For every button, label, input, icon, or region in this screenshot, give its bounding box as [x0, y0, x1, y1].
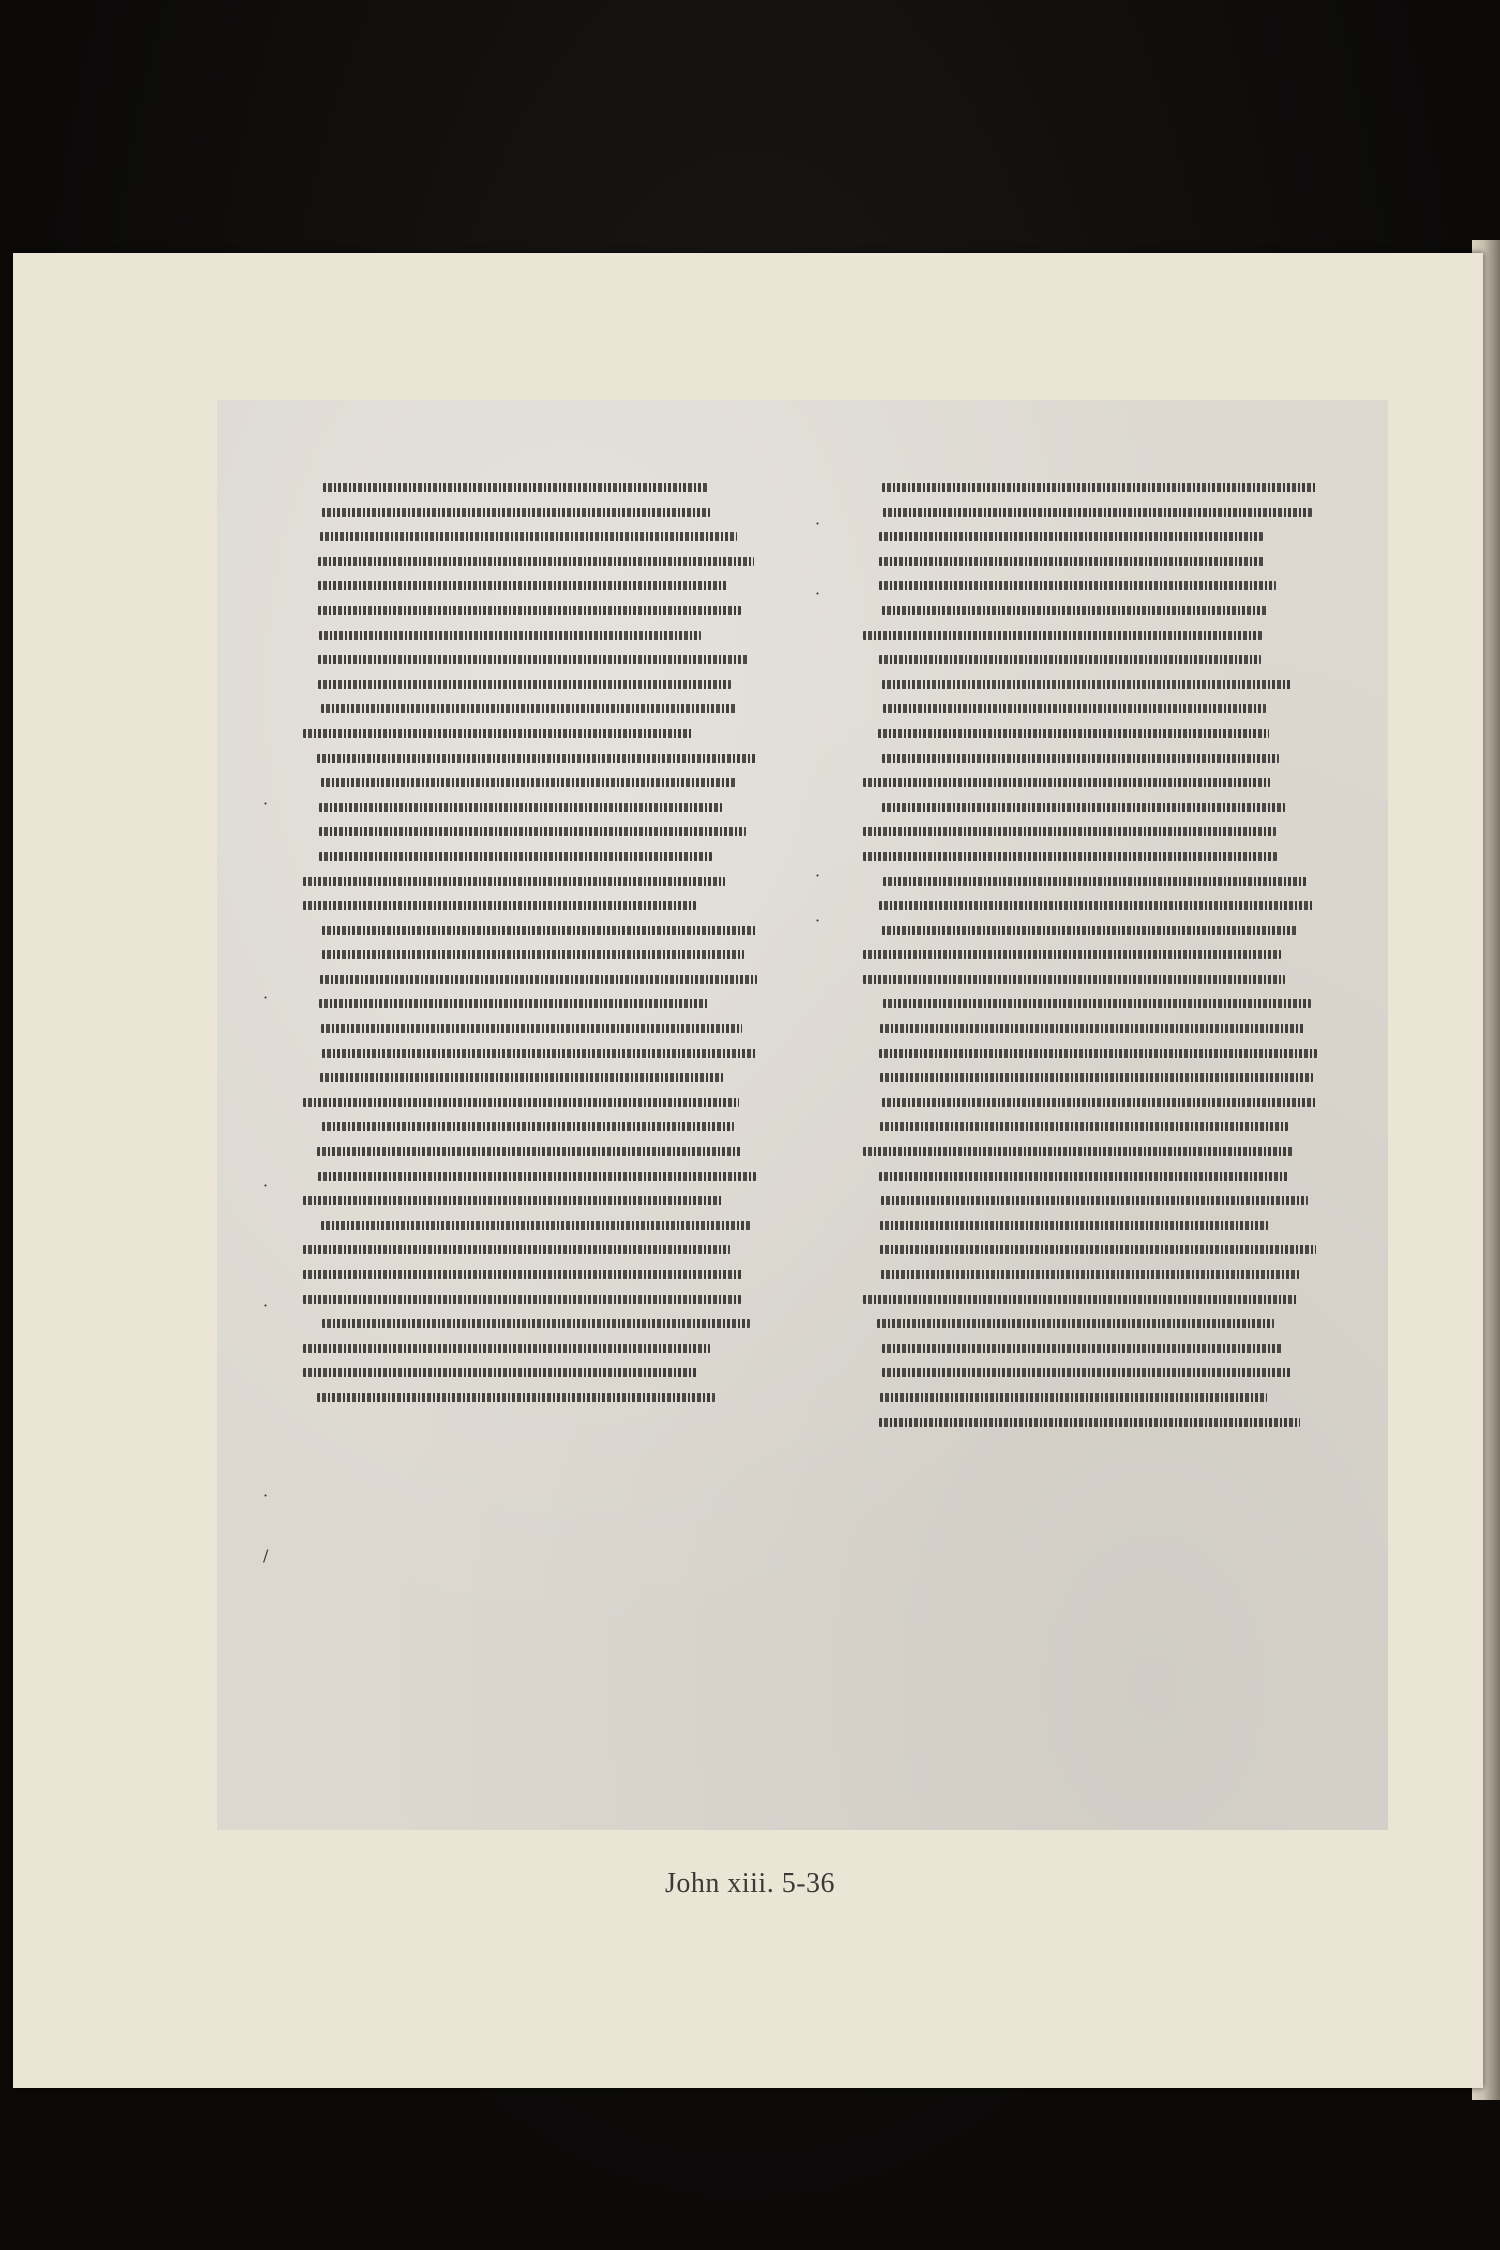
marginal-note-icon: ·	[815, 514, 821, 533]
manuscript-line	[317, 483, 757, 503]
marginal-note-icon: ·	[263, 1176, 269, 1195]
manuscript-line	[877, 655, 1317, 675]
handwritten-text	[319, 631, 701, 640]
marginal-note-icon: ·	[815, 911, 821, 930]
manuscript-line	[877, 999, 1317, 1019]
manuscript-line	[877, 606, 1317, 626]
manuscript-line	[877, 1024, 1317, 1044]
manuscript-line	[317, 1172, 757, 1192]
handwritten-text	[863, 852, 1277, 861]
handwritten-text	[322, 1122, 734, 1131]
handwritten-text	[863, 975, 1285, 984]
manuscript-line	[877, 1270, 1317, 1290]
handwritten-text	[317, 754, 757, 763]
handwritten-text	[303, 1245, 730, 1254]
handwritten-text	[882, 803, 1285, 812]
manuscript-line	[877, 680, 1317, 700]
handwritten-text	[882, 483, 1317, 492]
manuscript-line	[877, 1147, 1317, 1167]
manuscript-line	[317, 877, 757, 897]
handwritten-text	[318, 680, 731, 689]
handwritten-text	[881, 1196, 1308, 1205]
manuscript-line	[877, 1098, 1317, 1118]
manuscript-line	[877, 532, 1317, 552]
manuscript-line	[317, 852, 757, 872]
handwritten-text	[863, 1147, 1294, 1156]
manuscript-line	[877, 581, 1317, 601]
handwritten-text	[879, 557, 1264, 566]
handwritten-text	[879, 901, 1314, 910]
handwritten-text	[322, 1319, 750, 1328]
handwritten-text	[882, 680, 1291, 689]
marginal-note-icon: ·	[263, 1296, 269, 1315]
manuscript-line	[877, 1073, 1317, 1093]
handwritten-text	[319, 999, 709, 1008]
handwritten-text	[321, 704, 737, 713]
manuscript-line	[877, 1245, 1317, 1265]
handwritten-text	[880, 1122, 1288, 1131]
handwritten-text	[318, 1172, 756, 1181]
manuscript-line	[317, 680, 757, 700]
handwritten-text	[880, 1073, 1313, 1082]
handwritten-text	[317, 1393, 715, 1402]
manuscript-line	[877, 950, 1317, 970]
manuscript-line	[877, 1319, 1317, 1339]
handwritten-text	[879, 532, 1263, 541]
marginal-note-icon: ·	[263, 988, 269, 1007]
manuscript-line	[877, 827, 1317, 847]
handwritten-text	[319, 803, 722, 812]
manuscript-line	[877, 1418, 1317, 1438]
manuscript-line	[317, 508, 757, 528]
manuscript-line	[317, 1344, 757, 1364]
plate-caption: John xiii. 5-36	[664, 1868, 836, 1899]
handwritten-text	[320, 1073, 723, 1082]
handwritten-text	[322, 950, 744, 959]
manuscript-line	[317, 1319, 757, 1339]
handwritten-text	[319, 827, 746, 836]
manuscript-line	[317, 581, 757, 601]
handwritten-text	[323, 483, 707, 492]
manuscript-line	[317, 729, 757, 749]
handwritten-text	[879, 1418, 1300, 1427]
manuscript-line	[877, 483, 1317, 503]
manuscript-line	[317, 1368, 757, 1388]
manuscript-line	[317, 1073, 757, 1093]
handwritten-text	[303, 877, 725, 886]
handwritten-text	[303, 1270, 742, 1279]
handwritten-text	[318, 655, 748, 664]
handwritten-text	[322, 926, 757, 935]
handwritten-text	[877, 1319, 1274, 1328]
manuscript-line	[317, 532, 757, 552]
manuscript-line	[877, 1344, 1317, 1364]
manuscript-line	[317, 1221, 757, 1241]
manuscript-line	[317, 1147, 757, 1167]
manuscript-line	[877, 778, 1317, 798]
manuscript-line	[877, 557, 1317, 577]
handwritten-text	[317, 1147, 742, 1156]
marginal-note-icon: ·	[815, 584, 821, 603]
handwritten-text	[879, 655, 1261, 664]
marginal-note-icon: ·	[815, 866, 821, 885]
handwritten-text	[882, 1098, 1317, 1107]
handwritten-text	[882, 754, 1279, 763]
manuscript-line	[877, 852, 1317, 872]
handwritten-text	[303, 1196, 722, 1205]
manuscript-line	[877, 1221, 1317, 1241]
handwritten-text	[303, 901, 696, 910]
handwritten-text	[879, 581, 1276, 590]
handwritten-text	[879, 1049, 1317, 1058]
manuscript-line	[317, 1295, 757, 1315]
manuscript-line	[317, 950, 757, 970]
manuscript-line	[317, 827, 757, 847]
manuscript-line	[317, 704, 757, 724]
handwritten-text	[883, 877, 1306, 886]
manuscript-line	[877, 1122, 1317, 1142]
manuscript-line	[877, 901, 1317, 921]
manuscript-line	[317, 1196, 757, 1216]
handwritten-text	[321, 1221, 750, 1230]
handwritten-text	[878, 729, 1269, 738]
manuscript-line	[317, 926, 757, 946]
handwritten-text	[319, 852, 712, 861]
handwritten-text	[883, 999, 1311, 1008]
manuscript-line	[877, 631, 1317, 651]
manuscript-line	[317, 778, 757, 798]
handwritten-text	[863, 778, 1270, 787]
manuscript-line	[317, 557, 757, 577]
handwritten-text	[880, 1221, 1268, 1230]
marginal-note-icon: ·	[263, 794, 269, 813]
handwritten-text	[321, 778, 737, 787]
handwritten-text	[881, 1270, 1299, 1279]
marginal-note-icon: /	[263, 1546, 269, 1565]
handwritten-text	[320, 975, 757, 984]
manuscript-line	[317, 1270, 757, 1290]
manuscript-line	[877, 704, 1317, 724]
handwritten-text	[882, 1344, 1283, 1353]
handwritten-text	[880, 1024, 1305, 1033]
manuscript-column-right	[877, 478, 1317, 1437]
marginal-note-icon: ·	[263, 1486, 269, 1505]
manuscript-line	[317, 1049, 757, 1069]
handwritten-text	[880, 1393, 1267, 1402]
handwritten-text	[303, 1368, 697, 1377]
handwritten-text	[303, 729, 693, 738]
handwritten-text	[863, 950, 1281, 959]
manuscript-line	[317, 1098, 757, 1118]
manuscript-line	[877, 926, 1317, 946]
manuscript-line	[877, 1295, 1317, 1315]
manuscript-column-left	[317, 478, 757, 1413]
handwritten-text	[880, 1245, 1316, 1254]
manuscript-line	[317, 1245, 757, 1265]
handwritten-text	[303, 1295, 741, 1304]
handwritten-text	[883, 704, 1266, 713]
handwritten-text	[322, 1049, 757, 1058]
manuscript-line	[877, 877, 1317, 897]
handwritten-text	[883, 508, 1312, 517]
manuscript-plate	[217, 400, 1388, 1830]
handwritten-text	[879, 1172, 1289, 1181]
manuscript-line	[317, 901, 757, 921]
handwritten-text	[882, 606, 1268, 615]
handwritten-text	[863, 827, 1276, 836]
handwritten-text	[318, 557, 754, 566]
manuscript-line	[877, 1368, 1317, 1388]
manuscript-line	[317, 754, 757, 774]
manuscript-line	[317, 1024, 757, 1044]
manuscript-line	[317, 975, 757, 995]
handwritten-text	[303, 1344, 710, 1353]
handwritten-text	[863, 1295, 1297, 1304]
manuscript-line	[317, 1393, 757, 1413]
manuscript-line	[317, 655, 757, 675]
manuscript-line	[877, 508, 1317, 528]
manuscript-line	[877, 754, 1317, 774]
manuscript-line	[317, 631, 757, 651]
manuscript-line	[877, 1049, 1317, 1069]
manuscript-line	[317, 803, 757, 823]
manuscript-line	[877, 975, 1317, 995]
manuscript-line	[317, 1122, 757, 1142]
manuscript-line	[877, 729, 1317, 749]
handwritten-text	[303, 1098, 739, 1107]
handwritten-text	[320, 532, 737, 541]
manuscript-line	[877, 1393, 1317, 1413]
handwritten-text	[863, 631, 1262, 640]
manuscript-line	[317, 999, 757, 1019]
manuscript-line	[877, 1196, 1317, 1216]
handwritten-text	[318, 606, 741, 615]
handwritten-text	[882, 1368, 1291, 1377]
handwritten-text	[318, 581, 728, 590]
manuscript-line	[317, 606, 757, 626]
handwritten-text	[322, 508, 710, 517]
manuscript-line	[877, 1172, 1317, 1192]
manuscript-line	[877, 803, 1317, 823]
handwritten-text	[321, 1024, 742, 1033]
handwritten-text	[882, 926, 1297, 935]
